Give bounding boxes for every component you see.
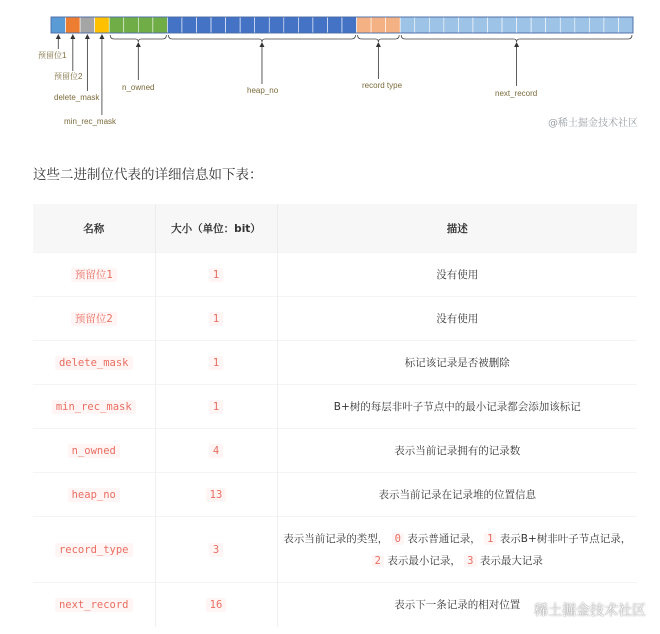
record-type-code-1: 1 <box>484 533 496 545</box>
bit-cell-next-record <box>429 17 444 33</box>
bit-cell-heap-no <box>298 17 313 33</box>
label-min-rec-mask: min_rec_mask <box>64 117 117 126</box>
field-name: record_type <box>55 543 133 557</box>
field-name: delete_mask <box>55 356 133 370</box>
bit-cell-next-record <box>604 17 619 33</box>
bit-cell-next-record <box>415 17 430 33</box>
bit-cell-n-owned <box>124 17 139 33</box>
arrow-head-next-record <box>514 42 519 47</box>
field-size: 1 <box>209 312 223 326</box>
bit-cell-record-type <box>386 17 401 33</box>
table-row <box>33 517 637 583</box>
arrow-head-heap-no <box>259 42 264 47</box>
record-type-code-3: 3 <box>464 555 476 567</box>
field-desc: B+树的每层非叶子节点中的最小记录都会添加该标记 <box>277 385 637 429</box>
brace-next-record <box>401 35 632 42</box>
bit-cell-heap-no <box>240 17 255 33</box>
table-row <box>33 429 637 473</box>
bit-cell-next-record <box>473 17 488 33</box>
bit-cell-next-record <box>618 17 633 33</box>
table-row <box>33 473 637 517</box>
field-name: 预留位1 <box>71 268 117 282</box>
diagram-watermark: @稀土掘金技术社区 <box>548 118 638 129</box>
brace-n-owned <box>110 35 166 42</box>
brace-heap-no <box>168 35 355 42</box>
table-row <box>33 385 637 429</box>
field-desc: 没有使用 <box>277 253 637 297</box>
header-size: 大小（单位：bit） <box>155 204 277 253</box>
bit-cell-next-record <box>575 17 590 33</box>
field-desc: 没有使用 <box>277 297 637 341</box>
page-watermark: 稀土掘金技术社区 <box>534 603 646 619</box>
bit-cell-heap-no <box>182 17 197 33</box>
arrow-head-reserved1 <box>56 34 61 39</box>
bit-cell-next-record <box>458 17 473 33</box>
label-reserved1: 预留位1 <box>38 51 67 60</box>
header-name: 名称 <box>33 204 155 253</box>
field-desc: 标记该记录是否被删除 <box>277 341 637 385</box>
bit-cell-heap-no <box>342 17 357 33</box>
bit-cell-n-owned <box>138 17 153 33</box>
bit-cell-next-record <box>488 17 503 33</box>
record-header-bit-diagram <box>0 0 660 150</box>
field-braces <box>110 35 632 42</box>
arrow-head-delete-mask <box>85 34 90 39</box>
bit-cell-next-record <box>400 17 415 33</box>
bit-cell-heap-no <box>167 17 182 33</box>
label-reserved2: 预留位2 <box>54 72 83 81</box>
bit-cell-next-record <box>546 17 561 33</box>
arrow-head-reserved2 <box>70 34 75 39</box>
record-type-code-2: 2 <box>372 555 384 567</box>
label-delete-mask: delete_mask <box>54 93 100 102</box>
bit-cell-heap-no <box>269 17 284 33</box>
field-size: 1 <box>209 400 223 414</box>
bit-cell-next-record <box>517 17 532 33</box>
field-size: 1 <box>209 356 223 370</box>
bit-cell-n-owned <box>153 17 168 33</box>
field-name: 预留位2 <box>71 312 117 326</box>
table-intro: 这些二进制位代表的详细信息如下表： <box>33 167 263 183</box>
field-name: next_record <box>55 598 133 612</box>
bit-cell-record-type <box>357 17 372 33</box>
field-size: 13 <box>206 488 227 502</box>
bit-cell-reserved1 <box>51 17 66 33</box>
label-n-owned: n_owned <box>122 83 155 92</box>
field-size: 3 <box>209 543 223 557</box>
brace-record-type <box>358 35 400 42</box>
arrow-head-n-owned <box>136 42 141 47</box>
bit-cell-next-record <box>531 17 546 33</box>
label-next-record: next_record <box>495 89 538 98</box>
bit-cell-delete-mask <box>80 17 95 33</box>
pointer-arrows <box>56 34 519 115</box>
bit-cell-next-record <box>502 17 517 33</box>
table-row <box>33 253 637 297</box>
table-header-row <box>33 204 637 253</box>
table-row <box>33 297 637 341</box>
header-desc: 描述 <box>277 204 637 253</box>
field-size: 1 <box>209 268 223 282</box>
label-heap-no: heap_no <box>247 86 279 95</box>
bit-cell-heap-no <box>226 17 241 33</box>
bit-cell-heap-no <box>284 17 299 33</box>
bit-cell-record-type <box>371 17 386 33</box>
bit-cell-reserved2 <box>66 17 81 33</box>
field-name: heap_no <box>68 488 120 502</box>
field-name: n_owned <box>68 444 120 458</box>
bit-cell-heap-no <box>211 17 226 33</box>
field-size: 16 <box>206 598 227 612</box>
bit-cell-n-owned <box>109 17 124 33</box>
field-size: 4 <box>209 444 223 458</box>
bit-cell-heap-no <box>313 17 328 33</box>
field-desc: 表示当前记录在记录堆的位置信息 <box>277 473 637 517</box>
bit-cell-next-record <box>560 17 575 33</box>
bit-cell-next-record <box>444 17 459 33</box>
bit-cells <box>51 17 633 33</box>
bit-cell-heap-no <box>327 17 342 33</box>
bit-field-table <box>33 204 637 627</box>
arrow-head-min-rec-mask <box>99 34 104 39</box>
field-desc: 表示下一条记录的相对位置 <box>277 583 637 627</box>
field-desc: 表示当前记录拥有的记录数 <box>277 429 637 473</box>
field-desc: 表示当前记录的类型， 0 表示普通记录， 1 表示B+树非叶子节点记录， 2 表示最小记录， 3 表示最大记录 <box>277 517 637 583</box>
field-name: min_rec_mask <box>52 400 136 414</box>
arrow-head-record-type <box>376 42 381 47</box>
bit-cell-heap-no <box>197 17 212 33</box>
bit-cell-min-rec-mask <box>95 17 110 33</box>
bit-cell-heap-no <box>255 17 270 33</box>
table-row <box>33 341 637 385</box>
label-record-type: record type <box>362 81 403 90</box>
bit-cell-next-record <box>589 17 604 33</box>
record-type-code-0: 0 <box>392 533 404 545</box>
